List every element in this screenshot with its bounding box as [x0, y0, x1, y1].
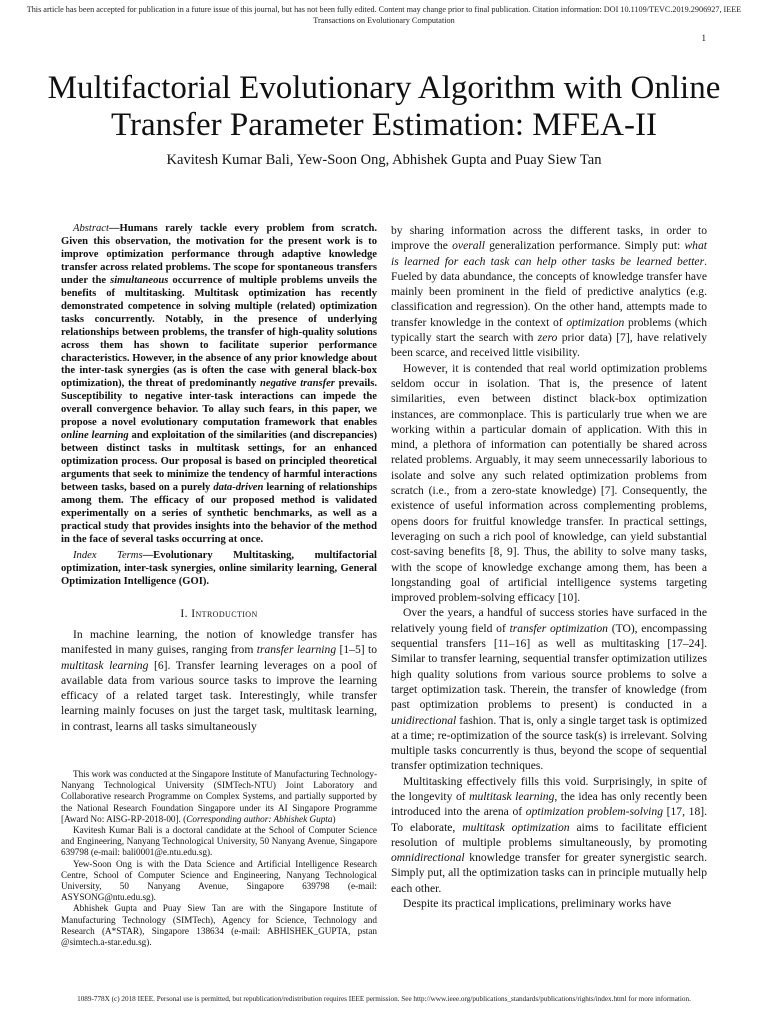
footnote-funding	[61, 769, 377, 825]
body-text: In machine learning, the notion of knowledge transfer has manifested in many guises, ranging from	[61, 627, 377, 657]
author-list: Kavitesh Kumar Bali, Yew-Soon Ong, Abhishek Gupta and Puay Siew Tan	[166, 152, 602, 168]
right-column	[391, 223, 707, 911]
paragraph-4	[391, 774, 707, 896]
index-terms	[61, 550, 377, 589]
abstract-emphasis: online learning	[61, 430, 129, 442]
body-text: problems (which typically start the search with	[391, 315, 707, 345]
abstract-text: —Humans rarely tackle every problem from scratch. Given this observation, the motivation for the present work is to improve optimization performance through adaptive knowledge transfer across related problems. The scope for spontaneous transfers under the	[61, 223, 377, 286]
title-line-1: Multifactorial Evolutionary Algorithm with Online	[47, 70, 721, 106]
abstract-emphasis: data-driven	[213, 482, 264, 494]
journal-banner	[20, 4, 748, 26]
body-emphasis: transfer optimization	[509, 621, 608, 635]
body-emphasis: overall	[452, 239, 485, 253]
paper-title	[40, 70, 728, 144]
paragraph-2: However, it is contended that real world optimization problems seldom occur in isolation. That is, the presence of latent similarities, even between distinct black-box optimization instances, are commonplace. This is particularly true when we are working within a particular domain of application. With this in mind, a plethora of information can potentially be shared across related problems. Arguably, it may seem unnecessarily laborious to isolate and solve any such related optimization problems from scratch (i.e., from a zero-state knowledge) [7]. Consequently, the existence of useful information across complementing problems, opens doors for fruitful knowledge transfer. In practical settings, leveraging on such a rich pool of knowledge, can yield substantial cost-saving benefits [8, 9]. Thus, the ability to solve many tasks, with the scope of knowledge exchange among them, has been a longstanding goal of artificial intelligence systems targeting improved problem-solving efficacy [10].	[391, 361, 707, 605]
abstract-emphasis: simultaneous	[110, 274, 169, 286]
section-heading	[61, 606, 377, 621]
footnote-author-1: Kavitesh Kumar Bali is a doctoral candidate at the School of Computer Science and Engineering, Nanyang Technological University, 50 Nanyang Avenue, Singapore 639798 (e-mail: bali0001@e.ntu.edu.sg).	[61, 825, 377, 858]
abstract-text: prevails. Susceptibility to negative inter-task interactions can impede the overall convergence behavior. To allay such fears, in this paper, we propose a novel evolutionary computation framework that enables	[61, 378, 377, 429]
page-number: 1	[701, 33, 706, 43]
footnote-emphasis: Corresponding author: Abhishek Gupta	[186, 813, 333, 824]
section-number: I.	[180, 606, 188, 620]
abstract-emphasis: negative transfer	[260, 378, 335, 390]
abstract-text: and exploitation of the similarities (and discrepancies) between distinct tasks in multitask settings, for an enhanced optimization process. Our proposal is based on principled theoretical arguments that seek to minimize the tendency of harmful interactions between tasks, based on a purely	[61, 430, 378, 494]
body-text: Multitasking effectively fills this void. Surprisingly, in spite of the longevity of	[391, 774, 707, 803]
copyright-notice: 1089-778X (c) 2018 IEEE. Personal use is permitted, but republication/redistribution requires IEEE permission. See http://www.ieee.org/publications_standards/publications/rights/index.html for more information.	[77, 995, 691, 1003]
body-emphasis: optimization problem-solving	[525, 805, 663, 819]
body-text: by sharing information across the different tasks, in order to improve the	[391, 224, 707, 253]
body-emphasis: multitask learning	[61, 658, 149, 672]
title-line-2: Transfer Parameter Estimation: MFEA-II	[111, 107, 657, 143]
body-text: aims to facilitate efficient resolution of multiple problems simultaneously, by promoting	[391, 820, 707, 849]
footnotes	[61, 769, 377, 948]
intro-paragraph	[61, 627, 377, 734]
paragraph-3	[391, 605, 707, 773]
paragraph-5: Despite its practical implications, preliminary works have	[403, 897, 672, 911]
footnote-author-2: Yew-Soon Ong is with the Data Science and Artificial Intelligence Research Centre, School of Computer Science and Engineering, Nanyang Technological University, 50 Nanyang Avenue, Singapore 639798 (e-mail: ASYSONG@ntu.edu.sg).	[61, 858, 377, 903]
abstract-text: occurrence of multiple problems unveils the benefits of multitasking. Multitask optimization has recently demonstrated competence in solving multiple (related) optimization tasks concurrently. Notably, in the presence of underlying relationships between problems, the transfer of high-quality solutions across them has shown to facilitate superior performance characteristics. However, in the absence of any prior knowledge about the inter-task synergies (as is often the case with general black-box optimization), the threat of predominantly	[61, 274, 377, 390]
footnote-author-3: Abhishek Gupta and Puay Siew Tan are with the Singapore Institute of Manufacturing Technology (SIMTech), Agency for Science, Technology and Research (A*STAR), Singapore 138634 (e-mail: ABHISHEK_GUPTA, pstan @simtech.a-star.edu.sg).	[61, 903, 377, 948]
left-column	[61, 223, 377, 734]
abstract-label: Abstract	[73, 223, 109, 234]
body-emphasis: unidirectional	[391, 713, 457, 727]
abstract	[61, 223, 377, 547]
body-text: [17, 18]. To elaborate,	[391, 805, 708, 834]
body-text: (TO), encompassing sequential transfers [11–16] as well as multitasking [17–24]. Similar to transfer learning, sequential transfer optimization utilizes high quality solutions from various source problems to solve a target optimization task. Therein, the transfer of knowledge (from past optimization problems to present) is conducted in a	[391, 621, 707, 712]
body-emphasis: what is learned for each task can help other tasks be learned better	[391, 239, 707, 268]
body-emphasis: omnidirectional	[391, 851, 465, 865]
body-text: , the idea has only recently been introduced into the arena of	[391, 789, 707, 819]
body-emphasis: zero	[537, 331, 558, 345]
body-emphasis: transfer learning	[256, 643, 337, 657]
footnote-text: This work was conducted at the Singapore Institute of Manufacturing Technology-Nanyang Technological University (SIMTech-NTU) Joint Laboratory and Collaborative research Programme on Complex Systems, and partially supported by the National Research Foundation Singapore under its AI Singapore Programme [Award No: AISG-RP-2018-00]. (	[61, 769, 377, 824]
section-title: Introduction	[191, 606, 258, 620]
body-emphasis: optimization	[566, 315, 625, 329]
banner-line-2: Transactions on Evolutionary Computation	[313, 16, 455, 25]
banner-line-1: This article has been accepted for publication in a future issue of this journal, but has not been fully edited. Content may change prior to final publication. Citation information: DOI 10.1109/TEVC.2019.2906927, IEEE	[26, 5, 742, 14]
body-emphasis: multitask learning	[469, 789, 555, 803]
footnote-text: )	[332, 813, 336, 824]
body-text: knowledge transfer for greater synergistic search. Simply put, all the optimization tasks can in principle mutually help each other.	[391, 851, 707, 895]
body-text: fashion. That is, only a single target task is optimized at a time; re-optimization of the source task(s) is irrelevant. Solving multiple tasks concurrently is thus, beyond the scope of sequential transfer optimization techniques.	[391, 713, 707, 773]
body-text: [1–5] to	[336, 643, 378, 657]
index-terms-label: Index Terms	[73, 549, 143, 561]
paragraph-1	[391, 223, 707, 361]
body-text: . Fueled by data abundance, the concepts of knowledge transfer have mainly been prominent in the field of predictive analytics (e.g. classification and regression). On the other hand, attempts made to transfer knowledge in the context of	[391, 254, 707, 329]
index-terms-text: —Evolutionary Multitasking, multifactorial optimization, inter-task synergies, online similarity learning, General Optimization Intelligence (GOI).	[61, 549, 377, 587]
body-text: generalization performance. Simply put:	[484, 239, 685, 253]
body-text: [6]. Transfer learning leverages on a pool of available data from various source tasks to improve the learning efficacy of a related target task. Interestingly, while transfer learning mainly focuses on just the target task, multitask learning, in contrast, learns all tasks simultaneously	[61, 658, 377, 733]
body-emphasis: multitask optimization	[462, 820, 570, 834]
body-text: prior data) [7], have relatively been scarce, and received little visibility.	[391, 331, 708, 360]
body-text: Over the years, a handful of success stories have surfaced in the relatively young field of	[391, 606, 707, 635]
abstract-text: learning of relationships among them. The efficacy of our proposed method is validated experimentally on a series of synthetic benchmarks, as well as a practical study that provides insights into the behavior of the method in the face of several tasks occurring at once.	[61, 482, 377, 545]
